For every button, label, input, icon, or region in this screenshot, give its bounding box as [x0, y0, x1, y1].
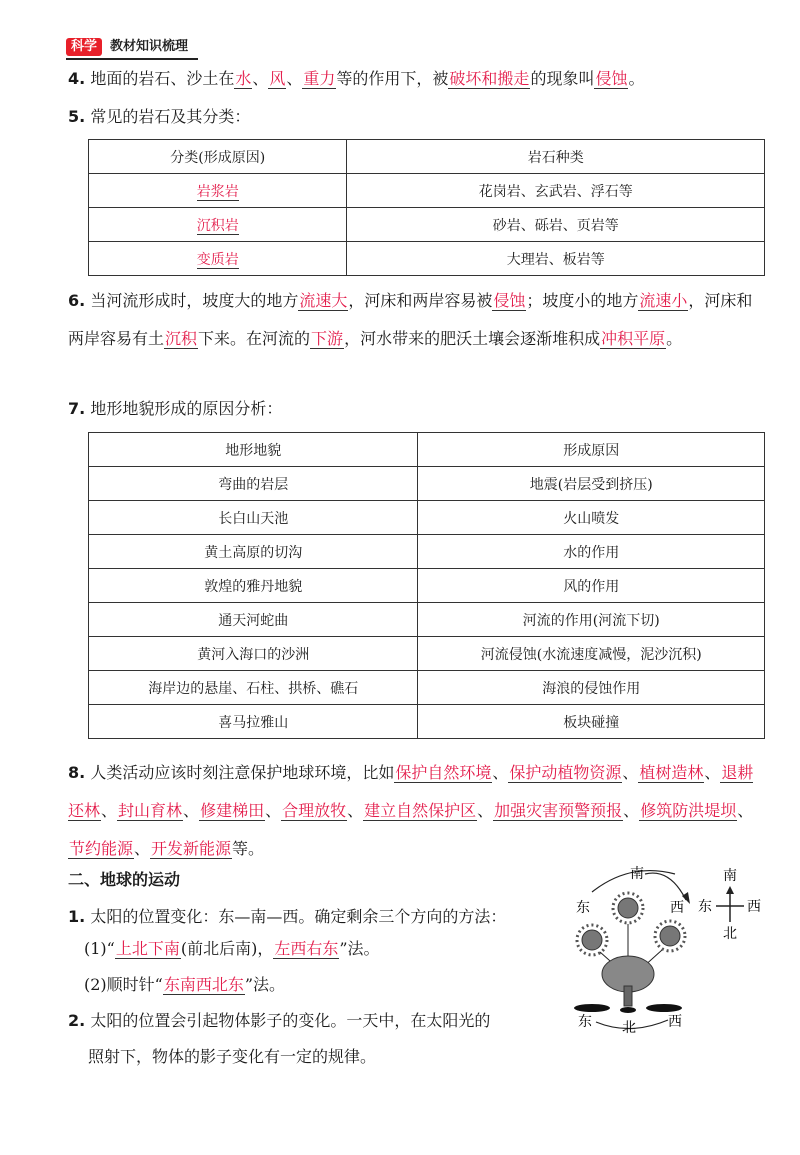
shadow	[646, 1004, 682, 1012]
table-cell: 水的作用	[418, 535, 765, 569]
shadow	[620, 1007, 636, 1013]
item-4: 4. 地面的岩石、沙土在水、风、重力等的作用下，被破坏和搬走的现象叫侵蚀。	[68, 69, 645, 88]
table-cell: 敦煌的雅丹地貌	[89, 569, 418, 603]
table-cell: 海岸边的悬崖、石柱、拱桥、礁石	[89, 671, 418, 705]
table-cell: 变质岩	[89, 242, 347, 276]
compass-top: 南	[723, 868, 737, 884]
answer: 风	[269, 69, 286, 88]
table-cell: 板块碰撞	[418, 705, 765, 739]
table-header-row	[89, 140, 765, 174]
shadow	[574, 1004, 610, 1012]
table-row	[89, 637, 765, 671]
item-6: 6. 当河流形成时，坡度大的地方流速大，河床和两岸容易被侵蚀；坡度小的地方流速小，河床和两岸容易有土沉积下来。在河流的下游，河水带来的肥沃土壤会逐渐堆积成冲积平原。	[68, 291, 753, 348]
table-row	[89, 603, 765, 637]
answer: 左西右东	[274, 939, 339, 958]
answer: 东南西北东	[163, 975, 244, 994]
sun-icon	[613, 893, 643, 923]
compass-left: 东	[698, 899, 712, 915]
answer: 修筑防洪堤坝	[640, 801, 737, 820]
table-cell: 地震(岩层受到挤压)	[418, 467, 765, 501]
answer: 退耕还林	[68, 763, 754, 820]
table-row	[89, 569, 765, 603]
table-cell: 长白山天池	[89, 501, 418, 535]
label-west: 西	[670, 900, 684, 916]
answer: 保护自然环境	[395, 763, 492, 782]
table-row	[89, 671, 765, 705]
table-cell: 大理岩、板岩等	[347, 242, 765, 276]
answer: 下游	[311, 329, 344, 348]
rock-classification-table	[88, 139, 765, 276]
label-east: 东	[576, 900, 590, 916]
table-cell: 风的作用	[418, 569, 765, 603]
table-header-cell: 分类(形成原因)	[89, 140, 347, 174]
item-7: 7. 地形地貌形成的原因分析：	[68, 399, 283, 418]
answer: 封山育林	[118, 801, 183, 820]
compass-bottom: 北	[723, 926, 737, 942]
section2-item-1: 1. 太阳的位置变化：东—南—西。确定剩余三个方向的方法：	[68, 907, 507, 926]
answer: 修建梯田	[200, 801, 265, 820]
answer: 破坏和搬走	[449, 69, 530, 88]
answer: 冲积平原	[601, 329, 666, 348]
table-row	[89, 174, 765, 208]
table-cell: 沉积岩	[89, 208, 347, 242]
compass-right: 西	[747, 899, 761, 915]
table-cell: 砂岩、砾岩、页岩等	[347, 208, 765, 242]
table-header-cell: 形成原因	[418, 433, 765, 467]
table-cell: 河流的作用(河流下切)	[418, 603, 765, 637]
table-cell: 花岗岩、玄武岩、浮石等	[347, 174, 765, 208]
table-cell: 黄河入海口的沙洲	[89, 637, 418, 671]
compass-icon	[716, 886, 744, 922]
table-header-cell: 岩石种类	[347, 140, 765, 174]
table-header-row	[89, 433, 765, 467]
table-row	[89, 705, 765, 739]
ground-east: 东	[578, 1014, 592, 1030]
table-cell: 弯曲的岩层	[89, 467, 418, 501]
table-cell: 海浪的侵蚀作用	[418, 671, 765, 705]
table-row	[89, 242, 765, 276]
sun-icon	[655, 921, 685, 951]
section2-item-2-line2: 照射下，物体的影子变化有一定的规律。	[88, 1047, 377, 1066]
answer: 保护动植物资源	[509, 763, 622, 782]
table-row	[89, 467, 765, 501]
answer: 节约能源	[69, 839, 134, 858]
section2-item-1-method-1: (1)“上北下南(前北后南)，左西右东”法。	[84, 939, 380, 958]
answer: 建立自然保护区	[364, 801, 477, 820]
table-cell: 通天河蛇曲	[89, 603, 418, 637]
answer: 合理放牧	[282, 801, 347, 820]
answer: 侵蚀	[595, 69, 628, 88]
section2-item-1-method-2: (2)顺时针“东南西北东”法。	[84, 975, 286, 994]
section-title: 二、地球的运动	[68, 870, 181, 889]
answer: 重力	[303, 69, 336, 88]
ground-west: 西	[668, 1014, 682, 1030]
subject-badge: 科学	[66, 38, 102, 56]
table-row	[89, 535, 765, 569]
header-title: 教材知识梳理	[110, 39, 189, 54]
table-cell: 火山喷发	[418, 501, 765, 535]
label-south: 南	[630, 866, 644, 882]
section2-item-2: 2. 太阳的位置会引起物体影子的变化。一天中，在太阳光的	[68, 1011, 491, 1030]
page-header	[66, 38, 198, 60]
answer: 加强灾害预警预报	[494, 801, 623, 820]
answer: 开发新能源	[151, 839, 232, 858]
answer: 流速大	[299, 291, 348, 310]
answer: 水	[235, 69, 252, 88]
answer: 流速小	[639, 291, 688, 310]
item-5: 5. 常见的岩石及其分类：	[68, 107, 251, 126]
tree-icon	[602, 956, 654, 1006]
sun-shadow-diagram	[570, 860, 770, 1040]
table-row	[89, 208, 765, 242]
table-cell: 喜马拉雅山	[89, 705, 418, 739]
sun-path-arc	[645, 873, 686, 900]
table-cell: 黄土高原的切沟	[89, 535, 418, 569]
table-header-cell: 地形地貌	[89, 433, 418, 467]
answer: 植树造林	[639, 763, 704, 782]
answer: 上北下南	[115, 939, 180, 958]
ground-north: 北	[622, 1020, 636, 1036]
table-cell: 岩浆岩	[89, 174, 347, 208]
sun-icon	[577, 925, 607, 955]
item-8: 8. 人类活动应该时刻注意保护地球环境，比如保护自然环境、保护动植物资源、植树造林、退耕还林、封山育林、修建梯田、合理放牧、建立自然保护区、加强灾害预警预报、修筑防洪堤坝、节约能源、开发新能源等。	[68, 763, 754, 858]
answer: 沉积	[165, 329, 198, 348]
table-row	[89, 501, 765, 535]
table-cell: 河流侵蚀(水流速度减慢，泥沙沉积)	[418, 637, 765, 671]
landform-table	[88, 432, 765, 739]
answer: 侵蚀	[493, 291, 526, 310]
